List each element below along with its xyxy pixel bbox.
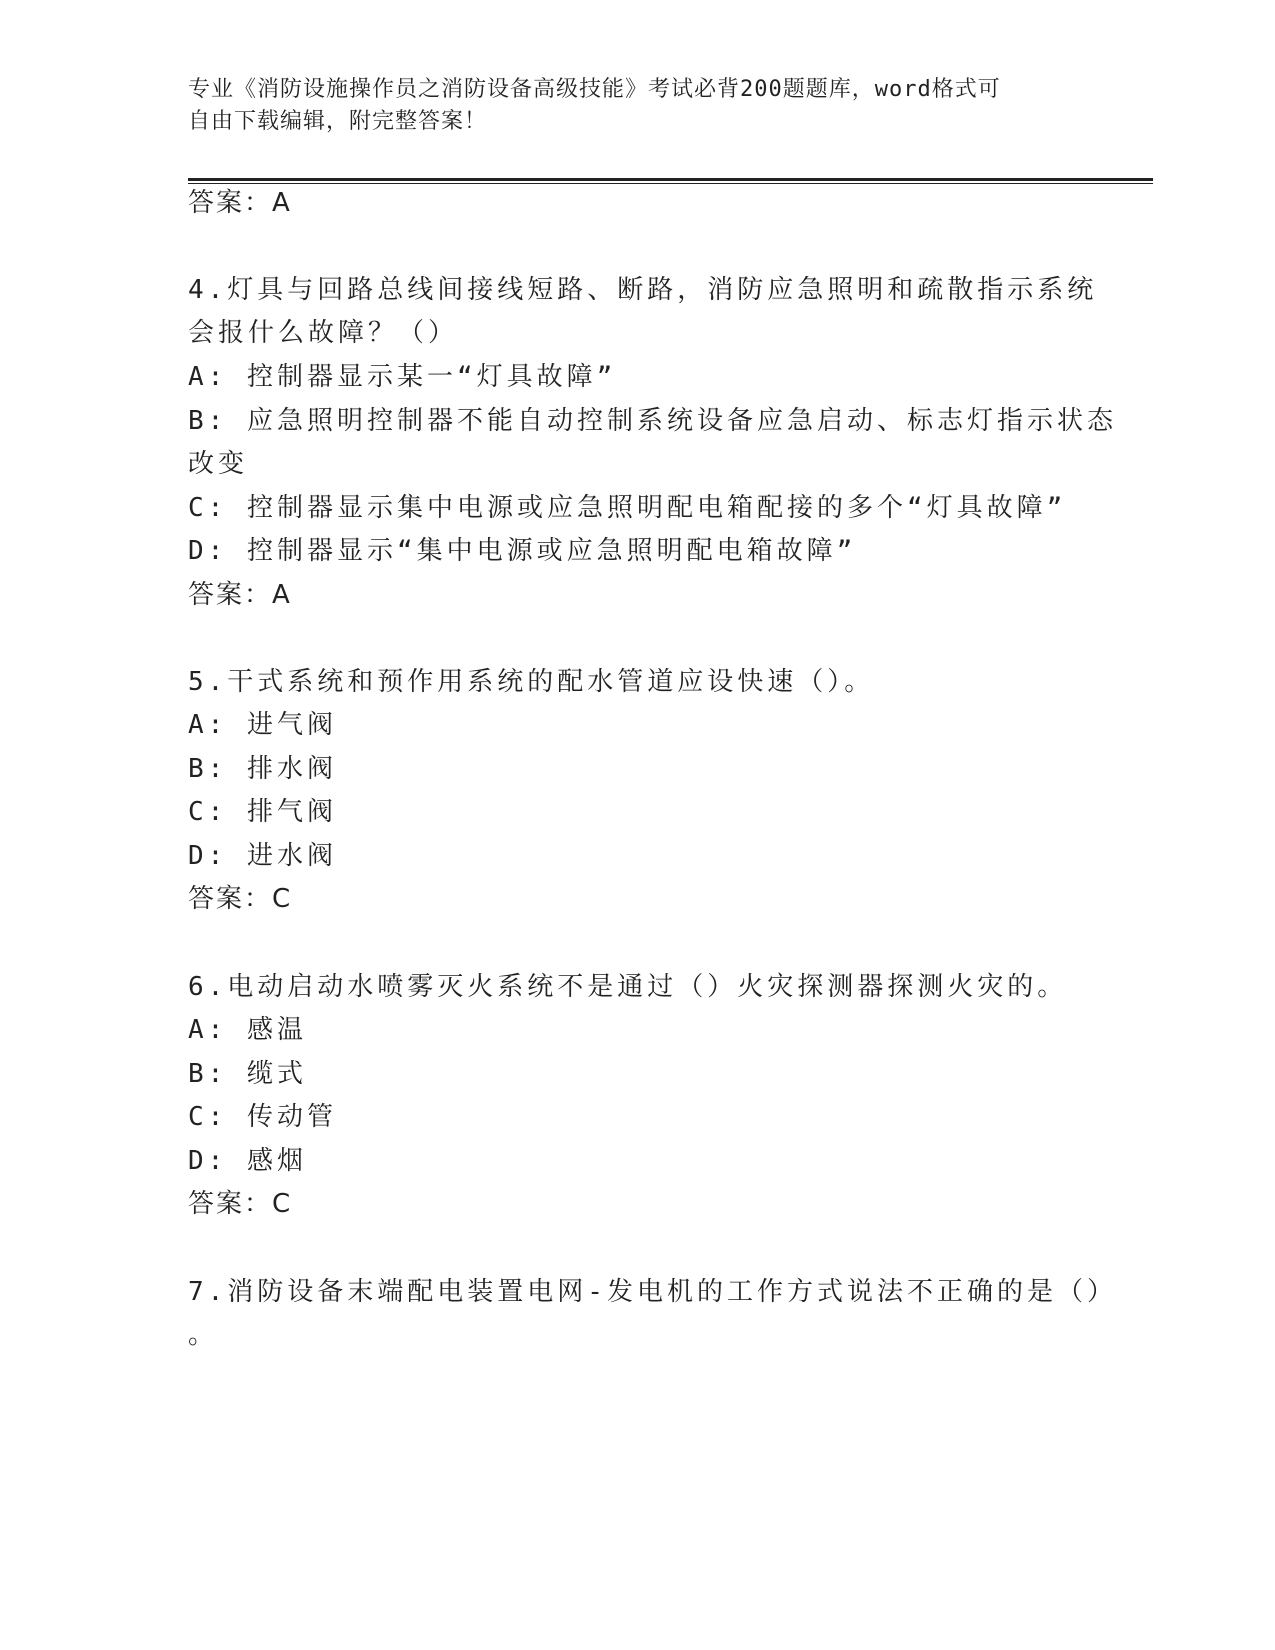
q4-option-b-line-2: 改变 — [188, 449, 249, 479]
q4-option-d: D: 控制器显示“集中电源或应急照明配电箱故障” — [188, 536, 857, 566]
q5-option-a: A: 进气阀 — [188, 710, 337, 740]
header-rule-thick — [188, 178, 1153, 181]
q6-option-d: D: 感烟 — [188, 1146, 307, 1176]
document-header — [188, 74, 1088, 138]
header-line-1: 专业《消防设施操作员之消防设备高级技能》考试必背200题题库，word格式可 — [188, 77, 1001, 102]
q6-option-c: C: 传动管 — [188, 1102, 337, 1132]
q6-option-b: B: 缆式 — [188, 1059, 307, 1089]
previous-answer: 答案：A — [188, 188, 292, 218]
header-rule-thin — [188, 183, 1153, 184]
q5-stem: 5.干式系统和预作用系统的配水管道应设快速（）。 — [188, 667, 875, 697]
q4-stem-line-1: 4.灯具与回路总线间接线短路、断路，消防应急照明和疏散指示系统 — [188, 275, 1098, 305]
header-line-2: 自由下载编辑，附完整答案！ — [188, 109, 488, 134]
q7-stem-line-1: 7.消防设备末端配电装置电网-发电机的工作方式说法不正确的是（） — [188, 1277, 1117, 1307]
q5-option-b: B: 排水阀 — [188, 754, 337, 784]
q4-option-c: C: 控制器显示集中电源或应急照明配电箱配接的多个“灯具故障” — [188, 493, 1067, 523]
q7-stem-line-2: 。 — [188, 1320, 219, 1350]
q5-option-d: D: 进水阀 — [188, 841, 337, 871]
q6-option-a: A: 感温 — [188, 1015, 307, 1045]
q6-answer: 答案：C — [188, 1189, 293, 1219]
q5-option-c: C: 排气阀 — [188, 797, 337, 827]
q5-answer: 答案：C — [188, 884, 293, 914]
q4-option-a: A: 控制器显示某一“灯具故障” — [188, 362, 617, 392]
q4-stem-line-2: 会报什么故障？（） — [188, 318, 459, 348]
q6-stem: 6.电动启动水喷雾灭火系统不是通过（）火灾探测器探测火灾的。 — [188, 972, 1068, 1002]
q4-option-b-line-1: B: 应急照明控制器不能自动控制系统设备应急启动、标志灯指示状态 — [188, 406, 1117, 436]
q4-answer: 答案：A — [188, 580, 292, 610]
